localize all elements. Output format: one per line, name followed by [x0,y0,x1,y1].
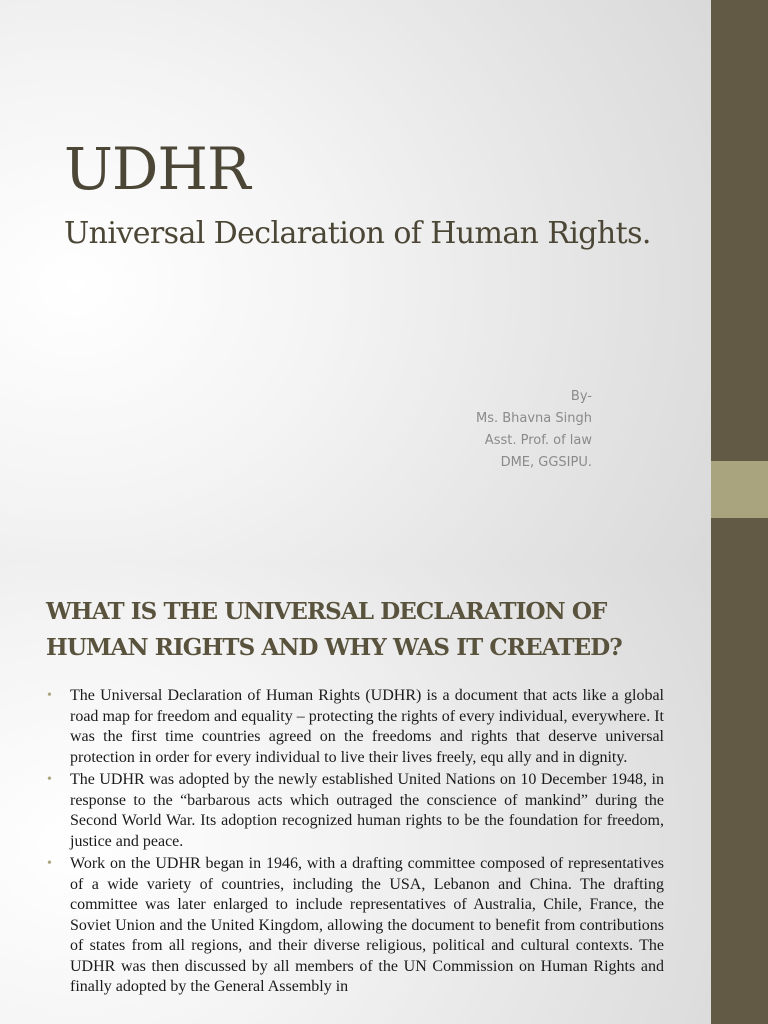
bullet-list [47,686,664,1000]
byline-line: DME, GGSIPU. [500,455,592,470]
bullet-text: The UDHR was adopted by the newly established United Nations on 10 December 1948, in response to the “barbarous acts which outraged the conscience of mankind” during the Second World War. Its adoption recognized human rights to be the foundation for freedom, justice and peace. [70,771,664,850]
bullet-item [47,770,664,852]
byline-line: By- [570,389,592,404]
author-byline [476,386,592,474]
byline-line: Ms. Bhavna Singh [475,411,592,426]
sidebar-stripe [711,560,768,1024]
slide-title: UDHR [64,135,250,203]
bullet-item [47,686,664,768]
slide-heading: WHAT IS THE UNIVERSAL DECLARATION OF HUMAN RIGHTS AND WHY WAS IT CREATED? [46,598,622,661]
slide-subtitle: Universal Declaration of Human Rights. [64,216,651,251]
sidebar-accent-block [711,461,768,518]
bullet-icon: • [47,688,52,703]
bullet-icon: • [47,856,52,871]
bullet-text: The Universal Declaration of Human Rights (UDHR) is a document that acts like a global road map for freedom and equality – protecting the rights of every individual, everywhere. It was the first time countries agreed on the freedoms and rights that deserve universal protection in order for every individual to live their lives freely, equ ally and in dignity. [70,687,664,766]
bullet-item [47,854,664,998]
byline-line: Asst. Prof. of law [484,433,592,448]
bullet-icon: • [47,772,52,787]
content-slide [0,560,768,1024]
bullet-text: Work on the UDHR began in 1946, with a drafting committee composed of representatives of a wide variety of countries, including the USA, Lebanon and China. The drafting committee was later enlarged to include representatives of Australia, Chile, France, the Soviet Union and the United Kingdom, allowing the document to benefit from contributions of states from all regions, and their diverse religious, political and cultural contexts. The UDHR was then discussed by all members of the UN Commission on Human Rights and finally adopted by the General Assembly in [70,855,664,995]
